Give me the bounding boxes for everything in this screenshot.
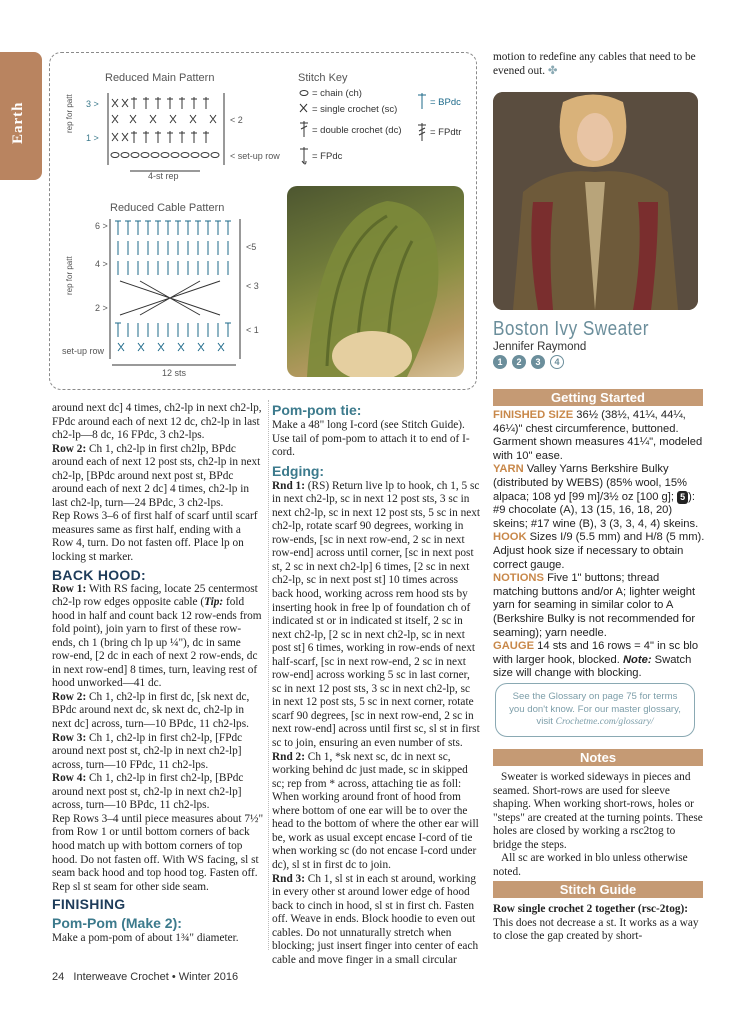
- cable-pattern-title: Reduced Cable Pattern: [110, 202, 225, 214]
- key-fpdc: = FPdc: [312, 151, 343, 162]
- section-tab: [0, 52, 42, 180]
- footer-bullet: •: [171, 971, 176, 983]
- magazine-name: Interweave Crochet: [73, 971, 169, 983]
- hood-row2-text: Ch 1, ch2-lp in first dc, [sk next dc, BPdc around next dc, sk next dc, ch2-lp in next dc] across, turn—10 BPdc, 11 ch2-lps.: [52, 690, 250, 731]
- skill-level: [493, 355, 564, 369]
- section-tab-label: Earth: [10, 101, 26, 144]
- yarn-label: YARN: [493, 463, 524, 476]
- intro-sentence: motion to redefine any cables that need to be evened out.: [493, 51, 696, 77]
- skill-dot-4: 4: [550, 355, 564, 369]
- hook-text: Sizes I/9 (5.5 mm) and H/8 (5 mm). Adjust hook size if necessary to obtain correct gauge.: [493, 531, 705, 571]
- yarn-info: [493, 463, 705, 531]
- key-bpdc: = BPdc: [430, 97, 461, 108]
- hood-row1-label: Row 1:: [52, 582, 87, 595]
- rsc2tog-text: This does not decrease a st. It works as a way to close the gap created by short-: [493, 916, 699, 943]
- cable-rep-label: rep for patt: [65, 256, 74, 295]
- main-rep-label: rep for patt: [65, 94, 74, 133]
- main-pattern-title: Reduced Main Pattern: [105, 72, 215, 84]
- glossary-visit: visit: [536, 716, 556, 727]
- getting-started-bar: Getting Started: [493, 389, 703, 406]
- hook-info: [493, 531, 705, 572]
- cable-setup-row: set-up row: [62, 346, 105, 356]
- column-2: [272, 402, 481, 967]
- main-row-1: 1 >: [86, 133, 99, 143]
- tie-heading: Pom-pom tie:: [272, 402, 362, 418]
- glossary-callout: [495, 683, 695, 737]
- cable-pattern-symbols: [110, 219, 240, 365]
- col1-para-4: Rep Rows 3–4 until piece measures about 7½" from Row 1 or until bottom corners of back hood match up with bottom corners of top hood. Do not fasten off. With WS facing, sl st seam back hood and top hood tog. Fasten off. Rep sl st seam for other side seam.: [52, 812, 264, 893]
- notes-body: [493, 771, 705, 879]
- notes-para-2: All sc are worked in blo unless otherwise noted.: [493, 852, 688, 878]
- hood-illustration: [287, 186, 464, 377]
- col1-row2-label: Row 2:: [52, 442, 87, 455]
- gauge-note-text: Swatch size will change with blocking.: [493, 653, 692, 680]
- rnd3: [272, 873, 481, 968]
- page-footer: [52, 971, 238, 983]
- hood-row3-label: Row 3:: [52, 731, 87, 744]
- cable-row-3: < 3: [246, 281, 259, 291]
- tie-text: Make a 48" long I-cord (see Stitch Guide). Use tail of pom-pom to attach it to end of I-cord.: [272, 419, 470, 459]
- pompom-text: Make a pom-pom of about 1¾" diameter.: [52, 932, 239, 945]
- col1-para-1: around next dc] 4 times, ch2-lp in next ch2-lp, FPdc around each of next 12 dc, ch2-lp in last ch2-lp—8 dc, 16 FPdc, 3 ch2-lps.: [52, 402, 262, 442]
- notions-label: NOTIONS: [493, 572, 544, 585]
- col1-row2: [52, 443, 264, 511]
- rsc2tog-title: Row single crochet 2 together (rsc-2tog):: [493, 903, 689, 915]
- glossary-link[interactable]: Crochetme.com/glossary/: [555, 716, 654, 727]
- key-fpdtr: = FPdtr: [430, 127, 462, 138]
- cable-row-4: 4 >: [95, 259, 108, 269]
- skill-dot-1: 1: [493, 355, 507, 369]
- page-number: 24: [52, 971, 65, 983]
- end-mark-icon: ✤: [547, 64, 558, 77]
- hood-row1-text-a: With RS facing, locate 25 centermost ch2-lp row edges opposite cable (: [52, 582, 258, 609]
- cable-row-2: 2 >: [95, 303, 108, 313]
- issue-name: Winter 2016: [178, 971, 239, 983]
- gauge-text: 14 sts and 16 rows = 4" in sc blo with larger hook, blocked.: [493, 640, 699, 666]
- designer-name: Jennifer Raymond: [493, 341, 587, 353]
- key-sc: = single crochet (sc): [312, 104, 398, 115]
- rnd3-label: Rnd 3:: [272, 872, 305, 885]
- col1-hood-row3: [52, 732, 264, 773]
- finished-label: FINISHED SIZE: [493, 409, 574, 421]
- col1-para-3: Rep Rows 3–6 of first half of scarf until scarf measures same as first half, ending with a Row 4, turn. Do not fasten off. Place lp on locking st marker.: [52, 510, 258, 564]
- back-hood-heading: BACK HOOD:: [52, 566, 146, 583]
- col1-hood-row1: [52, 583, 264, 691]
- glossary-line-2: you don't know. For our master glossary,: [509, 703, 681, 715]
- cable-row-1: < 1: [246, 325, 259, 335]
- gauge-info: [493, 640, 705, 681]
- column-1: [52, 402, 264, 946]
- main-row-3: 3 >: [86, 99, 99, 109]
- hood-row2-label: Row 2:: [52, 690, 87, 703]
- col1-row2-text: Ch 1, ch2-lp in first ch2lp, BPdc around each of next 12 post sts, ch2-lp in next ch2-lp, [BPdc around next post st, BPdc around each of next 2 dc] 4 times, ch2-lp in last ch2-lp, turn—24 BPdc, 3 ch2-lps.: [52, 442, 261, 509]
- glossary-line-1: See the Glossary on page 75 for terms: [512, 691, 678, 702]
- skill-dot-3: 3: [531, 355, 545, 369]
- notions-text: Five 1" buttons; thread matching buttons and/or A; lighter weight yarn for seaming in similar color to A (Berkshire Bulky is not recommended for seaming); yarn needle.: [493, 572, 696, 639]
- hood-tip-label: Tip:: [204, 596, 224, 609]
- edging-heading: Edging:: [272, 462, 325, 479]
- sweater-illustration: [493, 92, 698, 310]
- rsc2tog: [493, 903, 705, 944]
- yarn-text-2: ): #9 chocolate (A), 13 (15, 16, 18, 20) skeins; #17 wine (B), 3 (3, 3, 4, 4) skeins.: [493, 490, 699, 530]
- main-pattern-symbols: [108, 93, 224, 171]
- rnd3-text: Ch 1, sl st in each st around, working in every other st around lower edge of hood back to cinch in hood, sl st in first ch. Fasten off. Weave in ends. Block hoodie to even out cables. Do not unnaturally stretch when blocking; just insert finger into center of each cable and move finger in a small circular: [272, 872, 479, 966]
- stitch-key-title: Stitch Key: [298, 72, 348, 84]
- yarn-weight-icon: 5: [677, 491, 688, 505]
- key-chain: = chain (ch): [312, 88, 362, 99]
- sweater-photo: [493, 92, 698, 310]
- notes-bar: Notes: [493, 749, 703, 766]
- main-setup-row: < set-up row: [230, 151, 280, 161]
- main-row-2: < 2: [230, 115, 243, 125]
- main-rep-count: 4-st rep: [148, 171, 179, 181]
- rnd2-label: Rnd 2:: [272, 750, 305, 763]
- rnd1-text: (RS) Return live lp to hook, ch 1, 5 sc in next ch2-lp, sc in next 12 post sts, 3 sc in next ch2-lp, sc in next 12 post sts, 5 sc in next ch2-lp, rotate scarf 90 degrees, working in row-ends, [sc in next row-end, 2 sc in next row-end] across until corner, [sc in next post st, 2 sc in next ch2-lp] 6 times, [2 sc in next ch2-lp, sc in next post st] 10 times across back hood, working across rem hood sts by inserting hook in free lp of foundation ch of indicated st or in indicated st itself, 2 sc in next ch2-lp, [2 sc in next ch2-lp, sc in next post st] 6 times, working in row-ends of next half-scarf, [sc in next row-end, 2 sc in next row-end] across working 5 sc in last corner, sc in next 12 post sts, 3 sc in next ch2-lp, sc in next 12 post sts, 5 sc in next corner, rotate scarf 90 degrees, [sc in next row-end, 2 sc in next row-end] across until first sc, sl st in first sc to join, ensuring an even number of sts.: [272, 479, 481, 750]
- glossary-line-3: [496, 716, 694, 729]
- rnd1-label: Rnd 1:: [272, 479, 305, 492]
- rnd2: [272, 751, 481, 873]
- hood-photo: [287, 186, 464, 377]
- pompom-heading: Pom-Pom (Make 2):: [52, 915, 182, 932]
- col1-hood-row4: [52, 772, 264, 813]
- stitch-guide-bar: Stitch Guide: [493, 881, 703, 898]
- hood-row4-text: Ch 1, ch2-lp in first ch2-lp, [BPdc around next post st, ch2-lp in next ch2-lp] across, turn—10 BPdc, 11 ch2-lps.: [52, 772, 244, 812]
- hood-row3-text: Ch 1, ch2-lp in first ch2-lp, [FPdc around next post st, ch2-lp in next ch2-lp] across, turn—10 FPdc, 11 ch2-lps.: [52, 731, 243, 771]
- finished-text: 36½ (38½, 41¼, 44¼, 46¼)" chest circumference, buttoned. Garment shown measures 41¼", modeled with 10" ease.: [493, 409, 703, 462]
- gauge-label: GAUGE: [493, 640, 535, 653]
- stitch-guide-body: [493, 903, 705, 944]
- pattern-title: Boston Ivy Sweater: [493, 318, 649, 340]
- skill-dot-2: 2: [512, 355, 526, 369]
- finished-size: [493, 409, 705, 463]
- key-dc: = double crochet (dc): [312, 125, 402, 136]
- hood-row4-label: Row 4:: [52, 772, 87, 785]
- gauge-note-label: Note:: [622, 653, 652, 666]
- stitch-key-items: [300, 88, 461, 164]
- hook-label: HOOK: [493, 531, 527, 544]
- column-divider: [268, 400, 269, 950]
- hood-row1-text-b: fold hood in half and count back 12 row-ends from fold point), join yarn to first of these row-ends, ch 1 (bring ch lp up ¼"), dc in same row-end, [2 dc in each of next 2 row-ends, dc in next row-end] 8 times, turn, leaving rest of hood unworked—41 dc.: [52, 596, 262, 690]
- finishing-heading: FINISHING: [52, 896, 126, 913]
- getting-started-body: [493, 409, 705, 681]
- intro-text: [493, 51, 703, 78]
- rnd1: [272, 480, 481, 751]
- cable-sts-count: 12 sts: [162, 368, 187, 378]
- cable-row-6: 6 >: [95, 221, 108, 231]
- col1-hood-row2: [52, 691, 264, 732]
- notes-para-1: Sweater is worked sideways in pieces and seamed. Short-rows are used for sleeve shaping. When working short-rows, holes or "steps" are created at the turning points. These holes are closed by working a rsc2tog to bridge the steps.: [493, 771, 703, 851]
- cable-row-5: <5: [246, 242, 257, 252]
- yarn-text: Valley Yarns Berkshire Bulky (distributed by WEBS) (85% wool, 15% alpaca; 108 yd [99 m]/3½ oz [100 g];: [493, 463, 687, 503]
- notions-info: [493, 572, 705, 640]
- rnd2-text: Ch 1, *sk next sc, dc in next sc, working behind dc just made, sc in skipped sc; rep from * across, attaching tie as foll: When working around front of hood from where bottom of one ear will be to over the head to the bottom of where the other ear will be, work as usual except encase I-cord of tie when working sc (do not encase I-cord under dc), sl st in first dc to join.: [272, 750, 479, 871]
